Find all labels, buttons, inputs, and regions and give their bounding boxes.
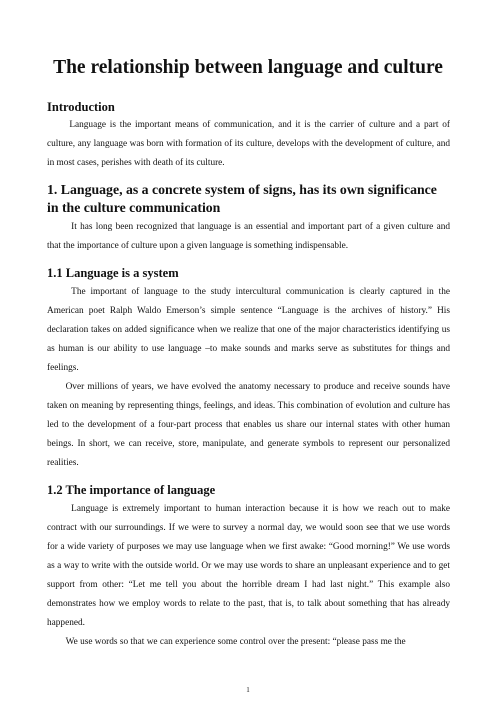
page-number: 1: [246, 686, 250, 694]
section-1-paragraph: It has long been recognized that language is an essential and important part of a given culture and that the importance of culture upon a given language is something indispensable.: [47, 222, 450, 251]
intro-paragraph: Language is the important means of communication, and it is the carrier of culture and a part of culture, any language was born with formation of its culture, develops with the development of culture, and in most cases, perishes with death of its culture.: [47, 120, 450, 168]
section-1-2-heading: 1.2 The importance of language: [47, 483, 216, 497]
section-1-1-paragraph-2: Over millions of years, we have evolved the anatomy necessary to produce and receive sounds have taken on meaning by representing things, feelings, and ideas. This combination of evolution and culture has led to the development of a four-part process that enables us share our internal states with other human beings. In short, we can receive, store, manipulate, and generate symbols to represent our personalized realities.: [47, 382, 450, 468]
section-1-1-heading: 1.1 Language is a system: [47, 266, 179, 280]
document-title: The relationship between language and culture: [53, 57, 443, 78]
document-body: [47, 96, 450, 652]
section-1-2-paragraph-1: Language is extremely important to human interaction because it is how we reach out to make contract with our surroundings. If we were to survey a normal day, we would soon see that we use words for a wide variety of purposes we may use language when we first awake: “Good morning!” We use words as a way to write with the outside world. Or we may use words to share an unpleasant experience and to get support from other: “Let me tell you about the horrible dream I had last night.” This example also demonstrates how we employ words to relate to the past, that is, to talk about something that has already happened.: [47, 504, 450, 628]
section-1-heading: 1. Language, as a concrete system of signs, has its own significance in the culture communication: [47, 182, 437, 215]
section-1-2-paragraph-2: We use words so that we can experience some control over the present: “please pass me the: [65, 637, 406, 647]
section-1-1-paragraph-1: The important of language to the study intercultural communication is clearly captured in the American poet Ralph Waldo Emerson’s simple sentence “Language is the archives of history.” His declaration takes on added significance when we realize that one of the major characteristics identifying us as human is our ability to use language –to make sounds and marks serve as substitutes for things and feelings.: [47, 287, 450, 373]
intro-heading: Introduction: [47, 100, 115, 114]
